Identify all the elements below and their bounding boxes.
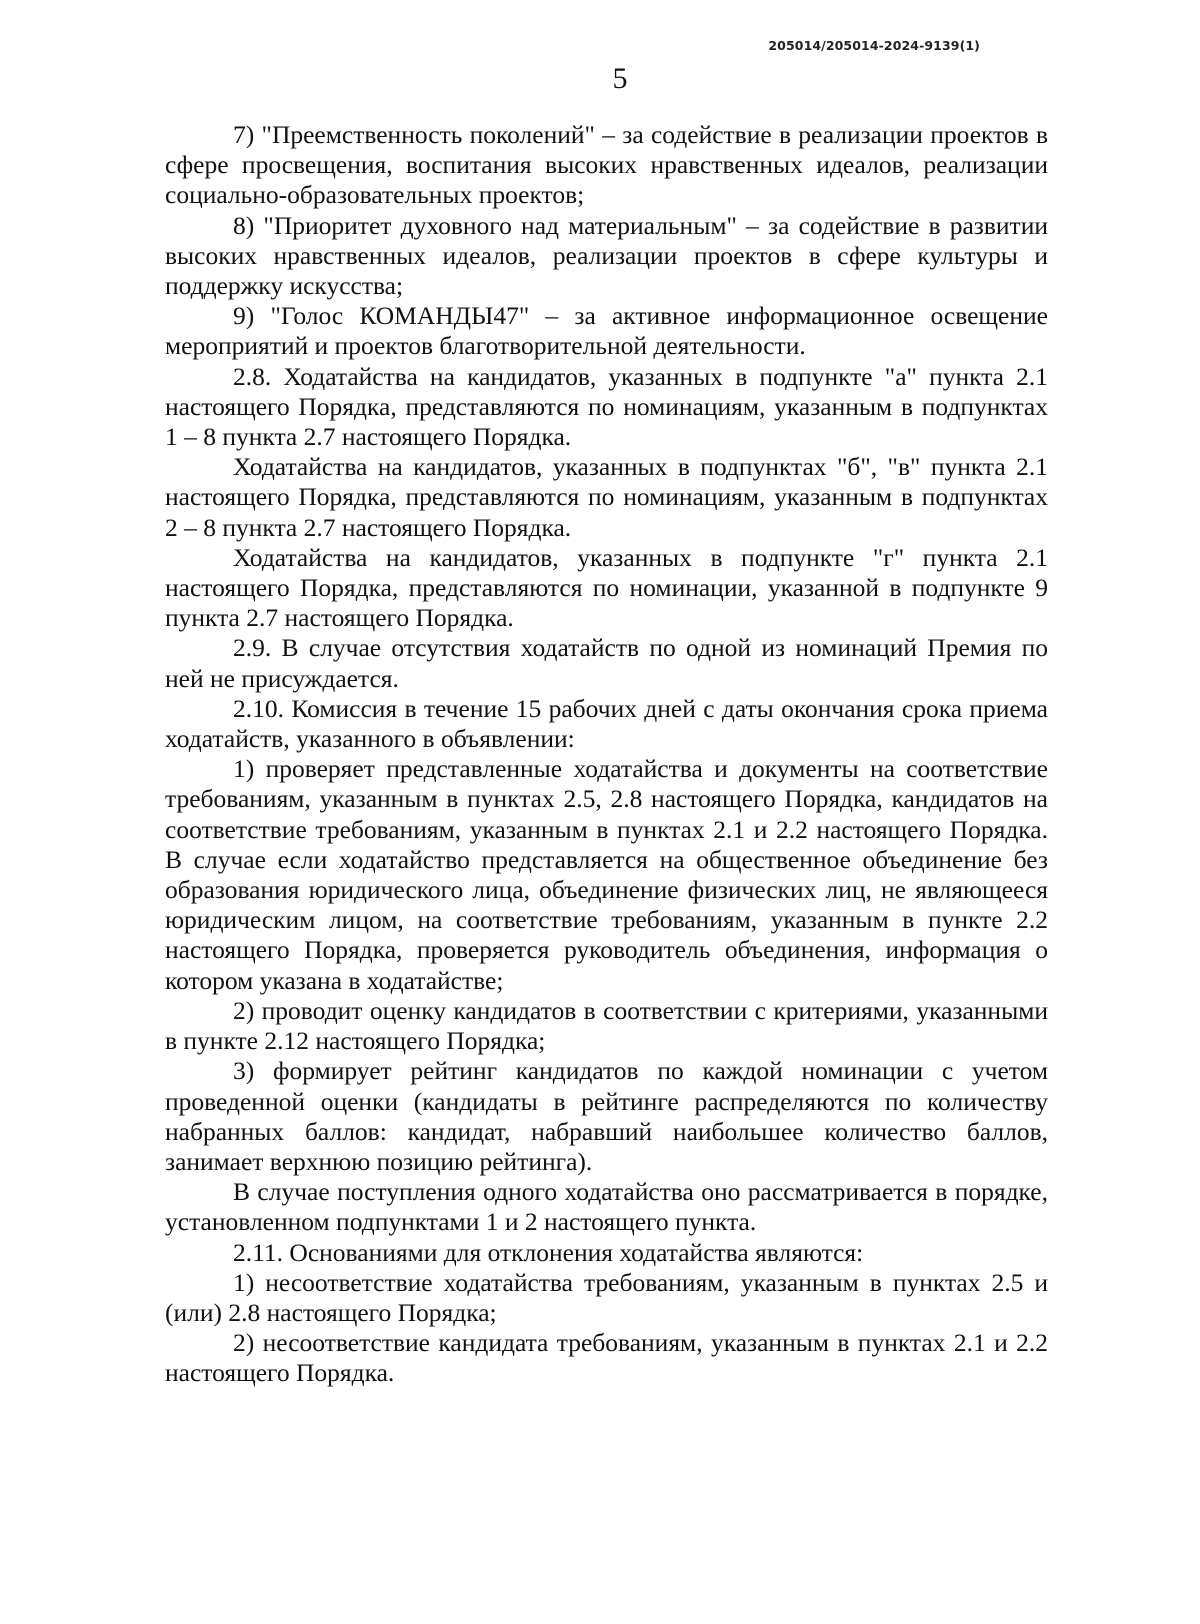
paragraph-2-9: 2.9. В случае отсутствия ходатайств по одной из номинаций Премия по ней не присуждается. <box>165 633 1048 693</box>
paragraph-item-9: 9) "Голос КОМАНДЫ47" – за активное информационное освещение мероприятий и проектов благотворительной деятельности. <box>165 301 1048 361</box>
paragraph-single-application: В случае поступления одного ходатайства оно рассматривается в порядке, установленном подпунктами 1 и 2 настоящего пункта. <box>165 1177 1048 1237</box>
paragraph-item-8: 8) "Приоритет духовного над материальным" – за содействие в развитии высоких нравственных идеалов, реализации проектов в сфере культуры и поддержку искусства; <box>165 210 1048 301</box>
paragraph-2-10-item-3: 3) формирует рейтинг кандидатов по каждой номинации с учетом проведенной оценки (кандидаты в рейтинге распределяются по количеству набранных баллов: кандидат, набравший наибольшее количество баллов, занимает верхнюю позицию рейтинга). <box>165 1056 1048 1176</box>
paragraph-2-11-item-1: 1) несоответствие ходатайства требованиям, указанным в пунктах 2.5 и (или) 2.8 настоящего Порядка; <box>165 1267 1048 1327</box>
paragraph-2-10: 2.10. Комиссия в течение 15 рабочих дней с даты окончания срока приема ходатайств, указанного в объявлении: <box>165 693 1048 754</box>
paragraph-2-10-item-1: 1) проверяет представленные ходатайства и документы на соответствие требованиям, указанным в пунктах 2.5, 2.8 настоящего Порядка, кандидатов на соответствие требованиям, указанным в пунктах 2.1 и 2.2 настоящего Порядка. В случае если ходатайство представляется на общественное объединение без образования юридического лица, объединение физических лиц, не являющееся юридическим лицом, на соответствие требованиям, указанным в пункте 2.2 настоящего Порядка, проверяется руководитель объединения, информация о котором указана в ходатайстве; <box>165 754 1048 995</box>
paragraph-item-7: 7) "Преемственность поколений" – за содействие в реализации проектов в сфере просвещения, воспитания высоких нравственных идеалов, реализации социально-образовательных проектов; <box>165 120 1048 210</box>
paragraph-2-11-item-2: 2) несоответствие кандидата требованиям, указанным в пунктах 2.1 и 2.2 настоящего Порядка. <box>165 1328 1048 1388</box>
paragraph-2-11: 2.11. Основаниями для отклонения ходатайства являются: <box>233 1237 864 1267</box>
paragraph-2-8-b-v: Ходатайства на кандидатов, указанных в подпунктах "б", "в" пункта 2.1 настоящего Порядка, представляются по номинациям, указанным в подпунктах 2 – 8 пункта 2.7 настоящего Порядка. <box>165 452 1048 542</box>
paragraph-2-8-g: Ходатайства на кандидатов, указанных в подпункте "г" пункта 2.1 настоящего Порядка, представляются по номинации, указанной в подпункте 9 пункта 2.7 настоящего Порядка. <box>165 542 1048 633</box>
paragraph-2-8: 2.8. Ходатайства на кандидатов, указанных в подпункте "а" пункта 2.1 настоящего Порядка, представляются по номинациям, указанным в подпунктах 1 – 8 пункта 2.7 настоящего Порядка. <box>165 361 1048 452</box>
paragraph-2-10-item-2: 2) проводит оценку кандидатов в соответствии с критериями, указанными в пункте 2.12 настоящего Порядка; <box>165 995 1048 1056</box>
document-id: 205014/205014-2024-9139(1) <box>768 38 980 53</box>
document-body <box>165 120 1048 1389</box>
page-number: 5 <box>612 62 628 95</box>
